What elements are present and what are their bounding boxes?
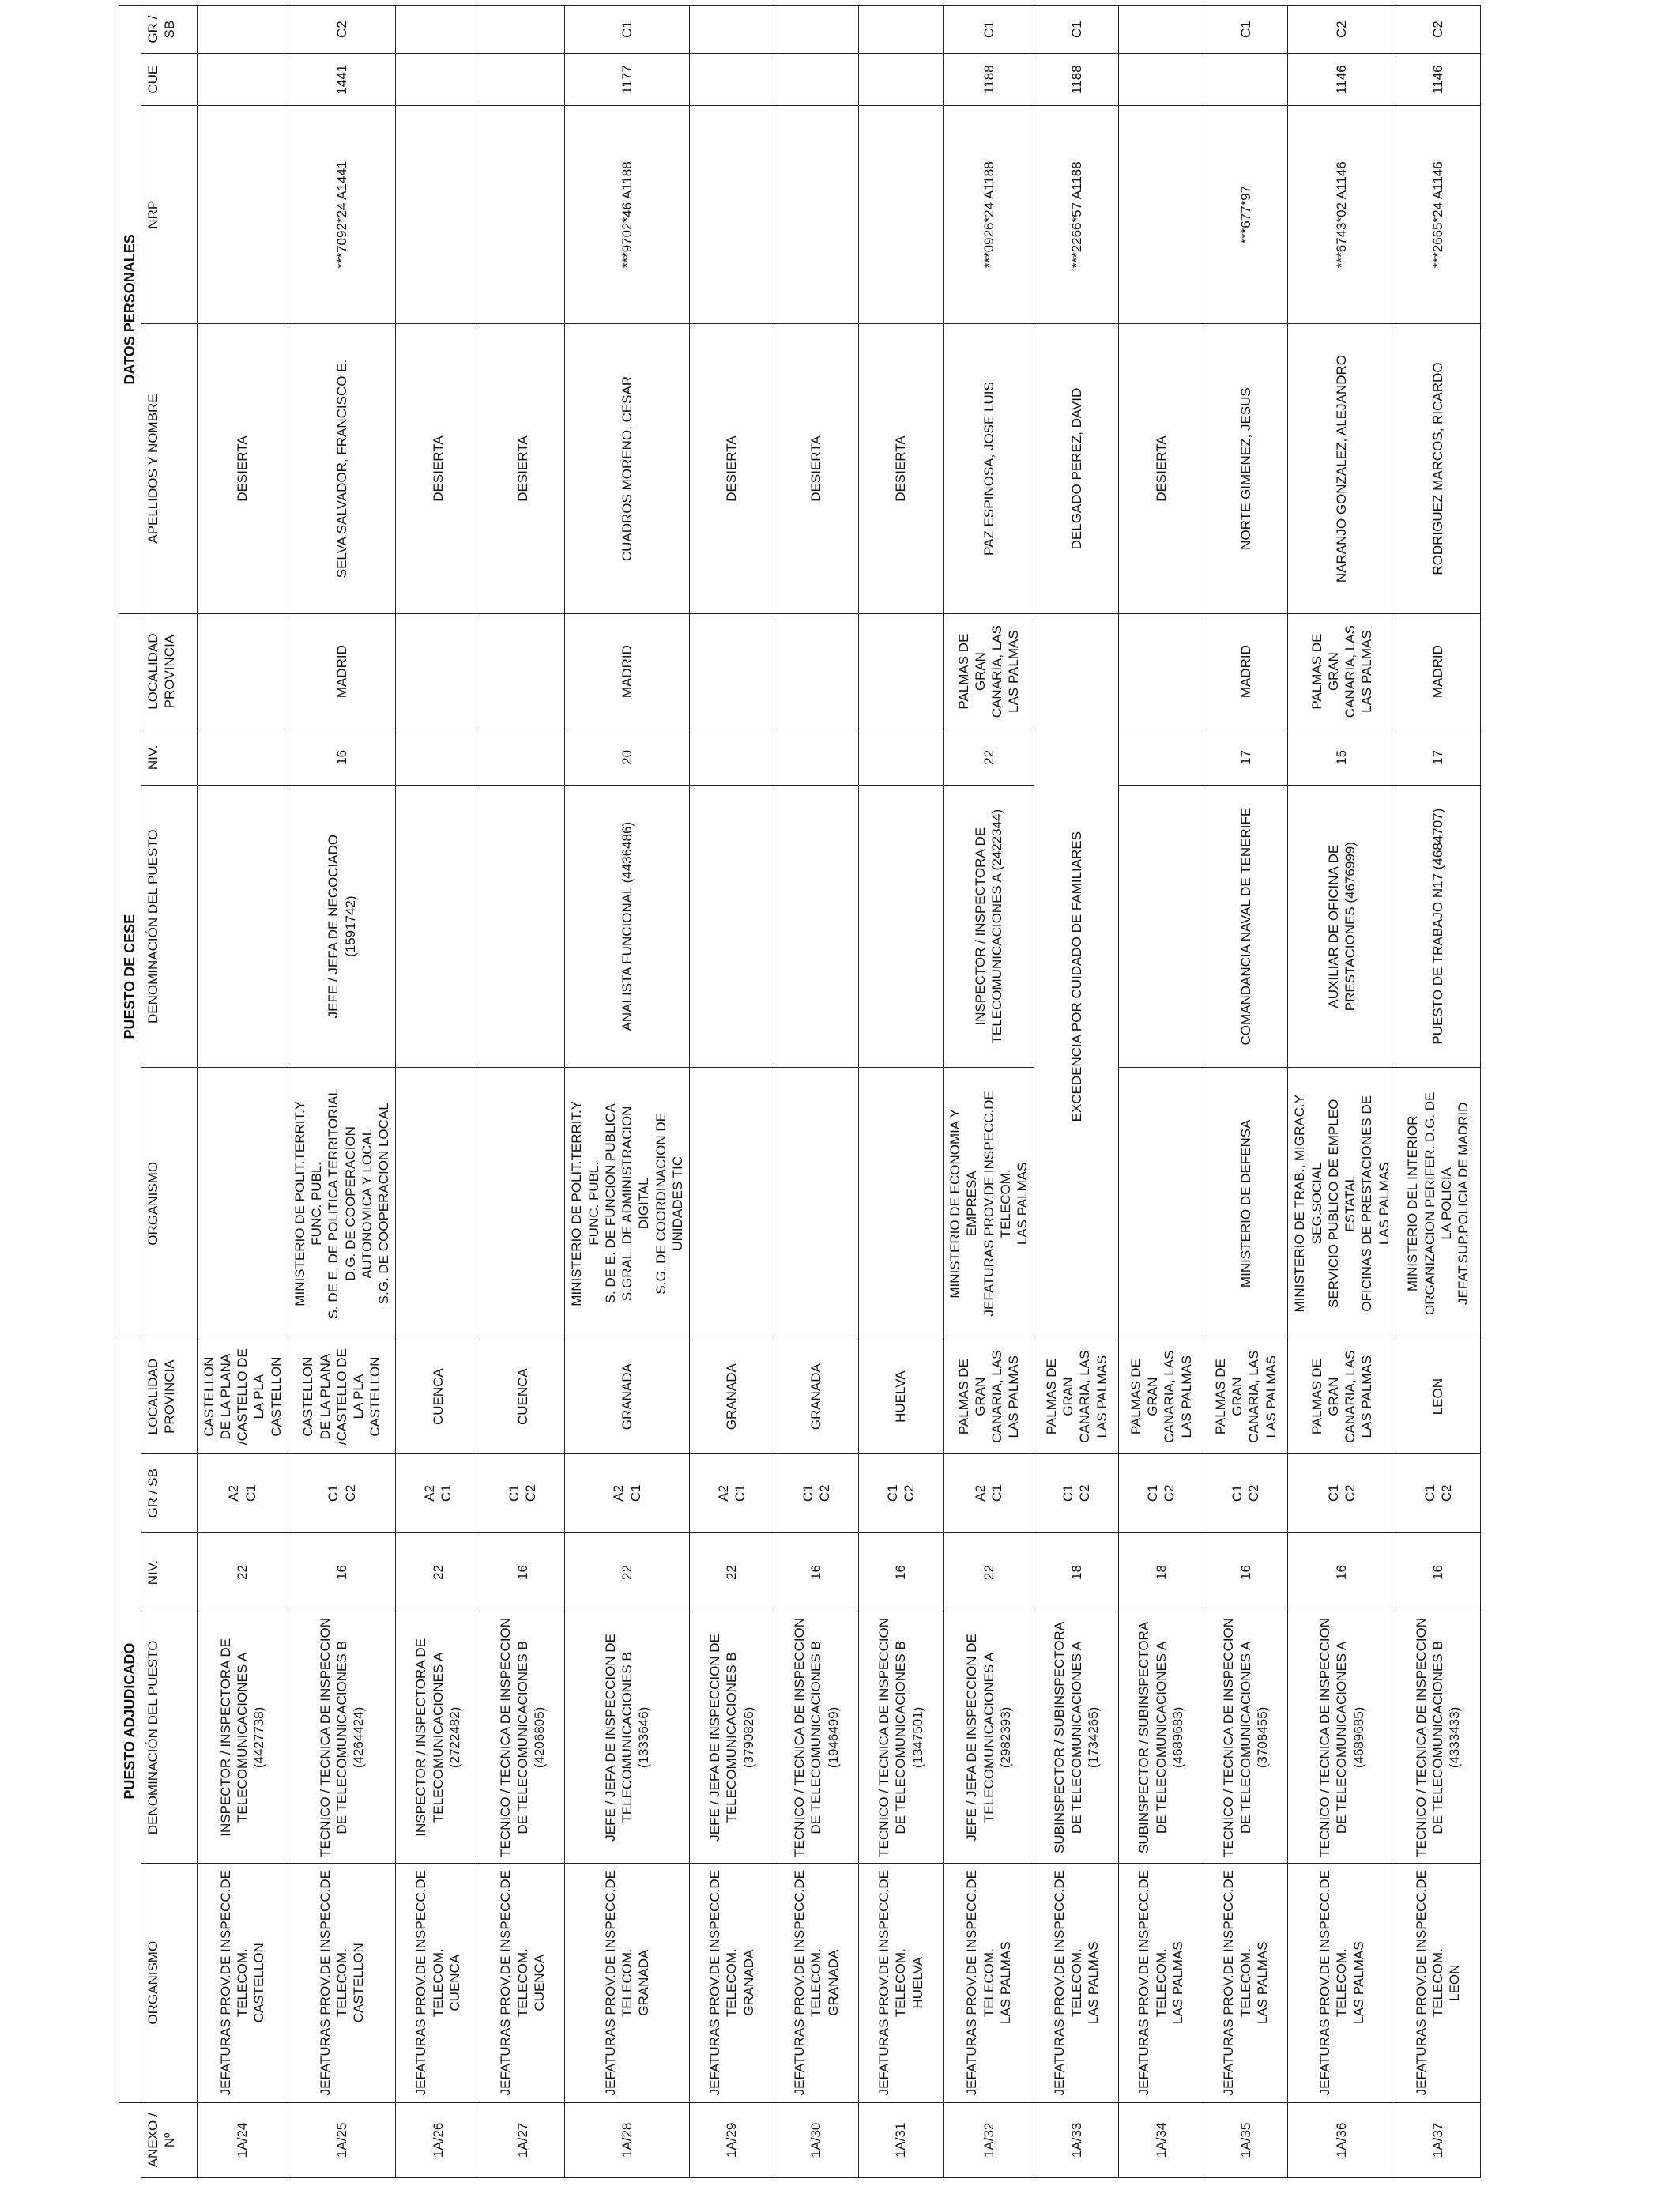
cese-puesto-cell bbox=[480, 786, 565, 1068]
cese-niv-cell: 15 bbox=[1288, 729, 1396, 786]
nombre-cell: PAZ ESPINOSA, JOSE LUIS bbox=[944, 324, 1034, 614]
cese-niv-cell bbox=[480, 729, 565, 786]
grsb-personal-cell bbox=[396, 6, 480, 54]
grsb-cell: C1 C2 bbox=[288, 1453, 396, 1532]
cue-cell: 1188 bbox=[1034, 54, 1119, 106]
grsb-cell: C1 C2 bbox=[774, 1453, 859, 1532]
header-cese-organismo: ORGANISMO bbox=[141, 1068, 197, 1340]
cue-cell bbox=[774, 54, 859, 106]
cese-niv-cell bbox=[690, 729, 774, 786]
group-datos-personales: DATOS PERSONALES bbox=[119, 6, 141, 614]
cue-cell bbox=[197, 54, 288, 106]
grsb-cell: C1 C2 bbox=[1034, 1453, 1119, 1532]
grsb-cell: A2 C1 bbox=[565, 1453, 690, 1532]
cue-cell: 1188 bbox=[944, 54, 1034, 106]
table-row bbox=[1288, 6, 1396, 2178]
cese-localidad-cell bbox=[859, 613, 944, 729]
puesto-cell: TECNICO / TECNICA DE INSPECCION DE TELECOMUNICACIONES B (1347501) bbox=[859, 1612, 944, 1864]
cese-puesto-cell bbox=[396, 786, 480, 1068]
nrp-cell: ***2665*24 A1146 bbox=[1396, 106, 1480, 324]
cese-puesto-cell bbox=[859, 786, 944, 1068]
niv-cell: 18 bbox=[1119, 1532, 1203, 1612]
header-anexo: ANEXO / Nº bbox=[141, 2102, 197, 2177]
puesto-cell: JEFE / JEFA DE INSPECCION DE TELECOMUNICACIONES A (2982393) bbox=[944, 1612, 1034, 1864]
organismo-cell: JEFATURAS PROV.DE INSPECC.DE TELECOM. LAS PALMAS bbox=[1288, 1863, 1396, 2102]
grsb-personal-cell: C2 bbox=[1288, 6, 1396, 54]
grsb-personal-cell: C1 bbox=[1034, 6, 1119, 54]
cese-localidad-cell bbox=[774, 613, 859, 729]
grsb-personal-cell bbox=[480, 6, 565, 54]
localidad-cell: CUENCA bbox=[480, 1340, 565, 1453]
cese-localidad-cell: PALMAS DE GRAN CANARIA, LAS LAS PALMAS bbox=[944, 613, 1034, 729]
cese-localidad-cell: MADRID bbox=[565, 613, 690, 729]
localidad-cell: PALMAS DE GRAN CANARIA, LAS LAS PALMAS bbox=[1119, 1340, 1203, 1453]
cese-organismo-cell bbox=[690, 1068, 774, 1340]
anexo-cell: 1A/35 bbox=[1203, 2102, 1288, 2177]
nrp-cell: ***9702*46 A1188 bbox=[565, 106, 690, 324]
table-row bbox=[197, 6, 288, 2178]
niv-cell: 16 bbox=[480, 1532, 565, 1612]
table-row bbox=[1119, 6, 1203, 2178]
cese-organismo-cell: MINISTERIO DE POLIT.TERRIT.Y FUNC. PUBL. S. DE E. DE FUNCION PUBLICA S.GRAL. DE ADMINISTRACION DIGITAL S.G. DE COORDINACION DE UNIDADES TIC bbox=[565, 1068, 690, 1340]
cese-organismo-cell: MINISTERIO DEL INTERIOR ORGANIZACION PERIFER. D.G. DE LA POLICIA JEFAT.SUP.POLICIA DE MADRID bbox=[1396, 1068, 1480, 1340]
adjudication-table bbox=[119, 5, 1481, 2178]
cese-organismo-cell: MINISTERIO DE ECONOMIA Y EMPRESA JEFATURAS PROV.DE INSPECC.DE TELECOM. LAS PALMAS bbox=[944, 1068, 1034, 1340]
nrp-cell bbox=[859, 106, 944, 324]
nombre-cell: NARANJO GONZALEZ, ALEJANDRO bbox=[1288, 324, 1396, 614]
header-localidad: LOCALIDAD PROVINCIA bbox=[141, 1340, 197, 1453]
localidad-cell: HUELVA bbox=[859, 1340, 944, 1453]
puesto-cell: JEFE / JEFA DE INSPECCION DE TELECOMUNICACIONES B (1333646) bbox=[565, 1612, 690, 1864]
nombre-cell: DELGADO PEREZ, DAVID bbox=[1034, 324, 1119, 614]
niv-cell: 22 bbox=[197, 1532, 288, 1612]
cese-puesto-cell: INSPECTOR / INSPECTORA DE TELECOMUNICACIONES A (2422344) bbox=[944, 786, 1034, 1068]
group-header-row bbox=[119, 6, 141, 2178]
localidad-cell: GRANADA bbox=[690, 1340, 774, 1453]
cue-cell bbox=[396, 54, 480, 106]
table-row bbox=[1203, 6, 1288, 2178]
header-denominacion: DENOMINACIÓN DEL PUESTO bbox=[141, 1612, 197, 1864]
cese-organismo-cell: MINISTERIO DE TRAB., MIGRAC.Y SEG.SOCIAL SERVICIO PUBLICO DE EMPLEO ESTATAL OFICINAS DE PRESTACIONES DE LAS PALMAS bbox=[1288, 1068, 1396, 1340]
puesto-cell: TECNICO / TECNICA DE INSPECCION DE TELECOMUNICACIONES A (4689685) bbox=[1288, 1612, 1396, 1864]
localidad-cell: PALMAS DE GRAN CANARIA, LAS LAS PALMAS bbox=[1288, 1340, 1396, 1453]
header-cese-localidad: LOCALIDAD PROVINCIA bbox=[141, 613, 197, 729]
table-row bbox=[774, 6, 859, 2178]
niv-cell: 22 bbox=[396, 1532, 480, 1612]
cese-localidad-cell: MADRID bbox=[1203, 613, 1288, 729]
nombre-cell: DESIERTA bbox=[690, 324, 774, 614]
organismo-cell: JEFATURAS PROV.DE INSPECC.DE TELECOM. CUENCA bbox=[396, 1863, 480, 2102]
cese-niv-cell bbox=[774, 729, 859, 786]
grsb-cell: C1 C2 bbox=[1119, 1453, 1203, 1532]
nrp-cell bbox=[396, 106, 480, 324]
anexo-cell: 1A/24 bbox=[197, 2102, 288, 2177]
grsb-cell: C1 C2 bbox=[1288, 1453, 1396, 1532]
puesto-cell: SUBINSPECTOR / SUBINSPECTORA DE TELECOMUNICACIONES A (1734265) bbox=[1034, 1612, 1119, 1864]
cese-puesto-cell bbox=[1119, 786, 1203, 1068]
organismo-cell: JEFATURAS PROV.DE INSPECC.DE TELECOM. GRANADA bbox=[774, 1863, 859, 2102]
niv-cell: 16 bbox=[774, 1532, 859, 1612]
niv-cell: 22 bbox=[690, 1532, 774, 1612]
puesto-cell: SUBINSPECTOR / SUBINSPECTORA DE TELECOMUNICACIONES A (4689683) bbox=[1119, 1612, 1203, 1864]
localidad-cell: PALMAS DE GRAN CANARIA, LAS LAS PALMAS bbox=[1034, 1340, 1119, 1453]
grsb-personal-cell bbox=[690, 6, 774, 54]
header-cese-denominacion: DENOMINACIÓN DEL PUESTO bbox=[141, 786, 197, 1068]
cue-cell bbox=[859, 54, 944, 106]
niv-cell: 22 bbox=[565, 1532, 690, 1612]
grsb-cell: A2 C1 bbox=[944, 1453, 1034, 1532]
cese-organismo-cell bbox=[774, 1068, 859, 1340]
cese-niv-cell bbox=[1119, 729, 1203, 786]
grsb-cell: C1 C2 bbox=[1396, 1453, 1480, 1532]
puesto-cell: TECNICO / TECNICA DE INSPECCION DE TELECOMUNICACIONES B (4264424) bbox=[288, 1612, 396, 1864]
cue-cell bbox=[480, 54, 565, 106]
cese-localidad-cell bbox=[480, 613, 565, 729]
table-row bbox=[480, 6, 565, 2178]
cese-niv-cell: 17 bbox=[1203, 729, 1288, 786]
header-apellidos: APELLIDOS Y NOMBRE bbox=[141, 324, 197, 614]
cese-puesto-cell bbox=[690, 786, 774, 1068]
organismo-cell: JEFATURAS PROV.DE INSPECC.DE TELECOM. LAS PALMAS bbox=[1119, 1863, 1203, 2102]
grsb-personal-cell: C2 bbox=[288, 6, 396, 54]
nombre-cell: SELVA SALVADOR, FRANCISCO E. bbox=[288, 324, 396, 614]
cese-localidad-cell: MADRID bbox=[1396, 613, 1480, 729]
table-row bbox=[565, 6, 690, 2178]
cue-cell bbox=[1119, 54, 1203, 106]
cese-organismo-cell: MINISTERIO DE POLIT.TERRIT.Y FUNC. PUBL. S. DE E. DE POLITICA TERRITORIAL D.G. DE COOPERACION AUTONOMICA Y LOCAL S.G. DE COOPERACION LOCAL bbox=[288, 1068, 396, 1340]
localidad-cell: CUENCA bbox=[396, 1340, 480, 1453]
grsb-personal-cell: C1 bbox=[565, 6, 690, 54]
cese-localidad-cell bbox=[197, 613, 288, 729]
localidad-cell: LEON bbox=[1396, 1340, 1480, 1453]
header-nrp: NRP bbox=[141, 106, 197, 324]
header-grsb: GR / SB bbox=[141, 1453, 197, 1532]
niv-cell: 16 bbox=[1288, 1532, 1396, 1612]
puesto-cell: INSPECTOR / INSPECTORA DE TELECOMUNICACIONES A (2722482) bbox=[396, 1612, 480, 1864]
cese-niv-cell: 17 bbox=[1396, 729, 1480, 786]
grsb-personal-cell: C2 bbox=[1396, 6, 1480, 54]
anexo-cell: 1A/32 bbox=[944, 2102, 1034, 2177]
organismo-cell: JEFATURAS PROV.DE INSPECC.DE TELECOM. GRANADA bbox=[565, 1863, 690, 2102]
organismo-cell: JEFATURAS PROV.DE INSPECC.DE TELECOM. LEON bbox=[1396, 1863, 1480, 2102]
niv-cell: 16 bbox=[859, 1532, 944, 1612]
organismo-cell: JEFATURAS PROV.DE INSPECC.DE TELECOM. CASTELLON bbox=[288, 1863, 396, 2102]
puesto-cell: TECNICO / TECNICA DE INSPECCION DE TELECOMUNICACIONES B (1946499) bbox=[774, 1612, 859, 1864]
puesto-cell: JEFE / JEFA DE INSPECCION DE TELECOMUNICACIONES B (3790826) bbox=[690, 1612, 774, 1864]
grsb-cell: A2 C1 bbox=[690, 1453, 774, 1532]
puesto-cell: TECNICO / TECNICA DE INSPECCION DE TELECOMUNICACIONES A (3708455) bbox=[1203, 1612, 1288, 1864]
column-header-row bbox=[141, 6, 197, 2178]
nrp-cell: ***0926*24 A1188 bbox=[944, 106, 1034, 324]
nrp-cell: ***2266*57 A1188 bbox=[1034, 106, 1119, 324]
cue-cell bbox=[690, 54, 774, 106]
table-row bbox=[944, 6, 1034, 2178]
header-cese-niv: NIV. bbox=[141, 729, 197, 786]
localidad-cell: GRANADA bbox=[774, 1340, 859, 1453]
nrp-cell: ***6743*02 A1146 bbox=[1288, 106, 1396, 324]
cue-cell bbox=[1203, 54, 1288, 106]
cese-organismo-cell bbox=[1119, 1068, 1203, 1340]
nrp-cell bbox=[690, 106, 774, 324]
puesto-cell: TECNICO / TECNICA DE INSPECCION DE TELECOMUNICACIONES B (4206805) bbox=[480, 1612, 565, 1864]
nrp-cell bbox=[197, 106, 288, 324]
table-row bbox=[690, 6, 774, 2178]
anexo-cell: 1A/33 bbox=[1034, 2102, 1119, 2177]
group-puesto-cese: PUESTO DE CESE bbox=[119, 613, 141, 1340]
grsb-cell: C1 C2 bbox=[859, 1453, 944, 1532]
anexo-cell: 1A/34 bbox=[1119, 2102, 1203, 2177]
cue-cell: 1146 bbox=[1288, 54, 1396, 106]
organismo-cell: JEFATURAS PROV.DE INSPECC.DE TELECOM. HUELVA bbox=[859, 1863, 944, 2102]
cue-cell: 1146 bbox=[1396, 54, 1480, 106]
anexo-cell: 1A/30 bbox=[774, 2102, 859, 2177]
nombre-cell: DESIERTA bbox=[1119, 324, 1203, 614]
organismo-cell: JEFATURAS PROV.DE INSPECC.DE TELECOM. LAS PALMAS bbox=[1034, 1863, 1119, 2102]
nombre-cell: DESIERTA bbox=[396, 324, 480, 614]
cese-localidad-cell: PALMAS DE GRAN CANARIA, LAS LAS PALMAS bbox=[1288, 613, 1396, 729]
nrp-cell bbox=[774, 106, 859, 324]
localidad-cell: PALMAS DE GRAN CANARIA, LAS LAS PALMAS bbox=[944, 1340, 1034, 1453]
cese-puesto-cell: ANALISTA FUNCIONAL (4436486) bbox=[565, 786, 690, 1068]
anexo-cell: 1A/25 bbox=[288, 2102, 396, 2177]
nrp-cell: ***677*97 bbox=[1203, 106, 1288, 324]
cese-localidad-cell bbox=[690, 613, 774, 729]
table-row bbox=[288, 6, 396, 2178]
cese-organismo-cell bbox=[396, 1068, 480, 1340]
grsb-cell: C1 C2 bbox=[1203, 1453, 1288, 1532]
header-niv: NIV. bbox=[141, 1532, 197, 1612]
cese-merged-cell: EXCEDENCIA POR CUIDADO DE FAMILIARES bbox=[1034, 613, 1119, 1340]
cue-cell: 1177 bbox=[565, 54, 690, 106]
nrp-cell bbox=[480, 106, 565, 324]
cese-localidad-cell: MADRID bbox=[288, 613, 396, 729]
puesto-cell: TECNICO / TECNICA DE INSPECCION DE TELECOMUNICACIONES B (4333433) bbox=[1396, 1612, 1480, 1864]
anexo-cell: 1A/27 bbox=[480, 2102, 565, 2177]
niv-cell: 18 bbox=[1034, 1532, 1119, 1612]
niv-cell: 16 bbox=[288, 1532, 396, 1612]
header-grsb-personal: GR / SB bbox=[141, 6, 197, 54]
cese-niv-cell bbox=[859, 729, 944, 786]
cese-localidad-cell bbox=[1119, 613, 1203, 729]
cese-niv-cell: 16 bbox=[288, 729, 396, 786]
nombre-cell: DESIERTA bbox=[197, 324, 288, 614]
anexo-cell: 1A/28 bbox=[565, 2102, 690, 2177]
grsb-personal-cell: C1 bbox=[1203, 6, 1288, 54]
localidad-cell: PALMAS DE GRAN CANARIA, LAS LAS PALMAS bbox=[1203, 1340, 1288, 1453]
grsb-personal-cell: C1 bbox=[944, 6, 1034, 54]
organismo-cell: JEFATURAS PROV.DE INSPECC.DE TELECOM. CUENCA bbox=[480, 1863, 565, 2102]
cese-puesto-cell: AUXILIAR DE OFICINA DE PRESTACIONES (4676999) bbox=[1288, 786, 1396, 1068]
cese-puesto-cell: COMANDANCIA NAVAL DE TENERIFE bbox=[1203, 786, 1288, 1068]
anexo-cell: 1A/29 bbox=[690, 2102, 774, 2177]
nombre-cell: DESIERTA bbox=[859, 324, 944, 614]
nombre-cell: DESIERTA bbox=[480, 324, 565, 614]
cese-organismo-cell: MINISTERIO DE DEFENSA bbox=[1203, 1068, 1288, 1340]
cese-puesto-cell bbox=[197, 786, 288, 1068]
anexo-cell: 1A/26 bbox=[396, 2102, 480, 2177]
grsb-personal-cell bbox=[197, 6, 288, 54]
niv-cell: 16 bbox=[1203, 1532, 1288, 1612]
cese-organismo-cell bbox=[859, 1068, 944, 1340]
grsb-cell: C1 C2 bbox=[480, 1453, 565, 1532]
anexo-cell: 1A/36 bbox=[1288, 2102, 1396, 2177]
cese-localidad-cell bbox=[396, 613, 480, 729]
nombre-cell: NORTE GIMENEZ, JESUS bbox=[1203, 324, 1288, 614]
organismo-cell: JEFATURAS PROV.DE INSPECC.DE TELECOM. LAS PALMAS bbox=[944, 1863, 1034, 2102]
cese-niv-cell: 20 bbox=[565, 729, 690, 786]
localidad-cell: CASTELLON DE LA PLANA /CASTELLO DE LA PLA CASTELLON bbox=[288, 1340, 396, 1453]
table-row bbox=[1396, 6, 1480, 2178]
niv-cell: 16 bbox=[1396, 1532, 1480, 1612]
grsb-personal-cell bbox=[774, 6, 859, 54]
grsb-personal-cell bbox=[1119, 6, 1203, 54]
cese-niv-cell bbox=[396, 729, 480, 786]
cese-puesto-cell bbox=[774, 786, 859, 1068]
cese-puesto-cell: PUESTO DE TRABAJO N17 (4684707) bbox=[1396, 786, 1480, 1068]
group-puesto-adjudicado: PUESTO ADJUDICADO bbox=[119, 1340, 141, 2102]
nombre-cell: RODRIGUEZ MARCOS, RICARDO bbox=[1396, 324, 1480, 614]
anexo-cell: 1A/37 bbox=[1396, 2102, 1480, 2177]
puesto-cell: INSPECTOR / INSPECTORA DE TELECOMUNICACIONES A (4427738) bbox=[197, 1612, 288, 1864]
localidad-cell: CASTELLON DE LA PLANA /CASTELLO DE LA PLA CASTELLON bbox=[197, 1340, 288, 1453]
grsb-cell: A2 C1 bbox=[197, 1453, 288, 1532]
nrp-cell bbox=[1119, 106, 1203, 324]
cese-organismo-cell bbox=[480, 1068, 565, 1340]
nombre-cell: DESIERTA bbox=[774, 324, 859, 614]
organismo-cell: JEFATURAS PROV.DE INSPECC.DE TELECOM. GRANADA bbox=[690, 1863, 774, 2102]
cese-organismo-cell bbox=[197, 1068, 288, 1340]
grsb-personal-cell bbox=[859, 6, 944, 54]
organismo-cell: JEFATURAS PROV.DE INSPECC.DE TELECOM. LAS PALMAS bbox=[1203, 1863, 1288, 2102]
table-row bbox=[859, 6, 944, 2178]
organismo-cell: JEFATURAS PROV.DE INSPECC.DE TELECOM. CASTELLON bbox=[197, 1863, 288, 2102]
grsb-cell: A2 C1 bbox=[396, 1453, 480, 1532]
cese-niv-cell bbox=[197, 729, 288, 786]
table-row bbox=[1034, 6, 1119, 2178]
anexo-cell: 1A/31 bbox=[859, 2102, 944, 2177]
cese-niv-cell: 22 bbox=[944, 729, 1034, 786]
header-organismo: ORGANISMO bbox=[141, 1863, 197, 2102]
header-cue: CUE bbox=[141, 54, 197, 106]
nombre-cell: CUADROS MORENO, CESAR bbox=[565, 324, 690, 614]
nrp-cell: ***7092*24 A1441 bbox=[288, 106, 396, 324]
cese-puesto-cell: JEFE / JEFA DE NEGOCIADO (1591742) bbox=[288, 786, 396, 1068]
cue-cell: 1441 bbox=[288, 54, 396, 106]
table-row bbox=[396, 6, 480, 2178]
niv-cell: 22 bbox=[944, 1532, 1034, 1612]
localidad-cell: GRANADA bbox=[565, 1340, 690, 1453]
